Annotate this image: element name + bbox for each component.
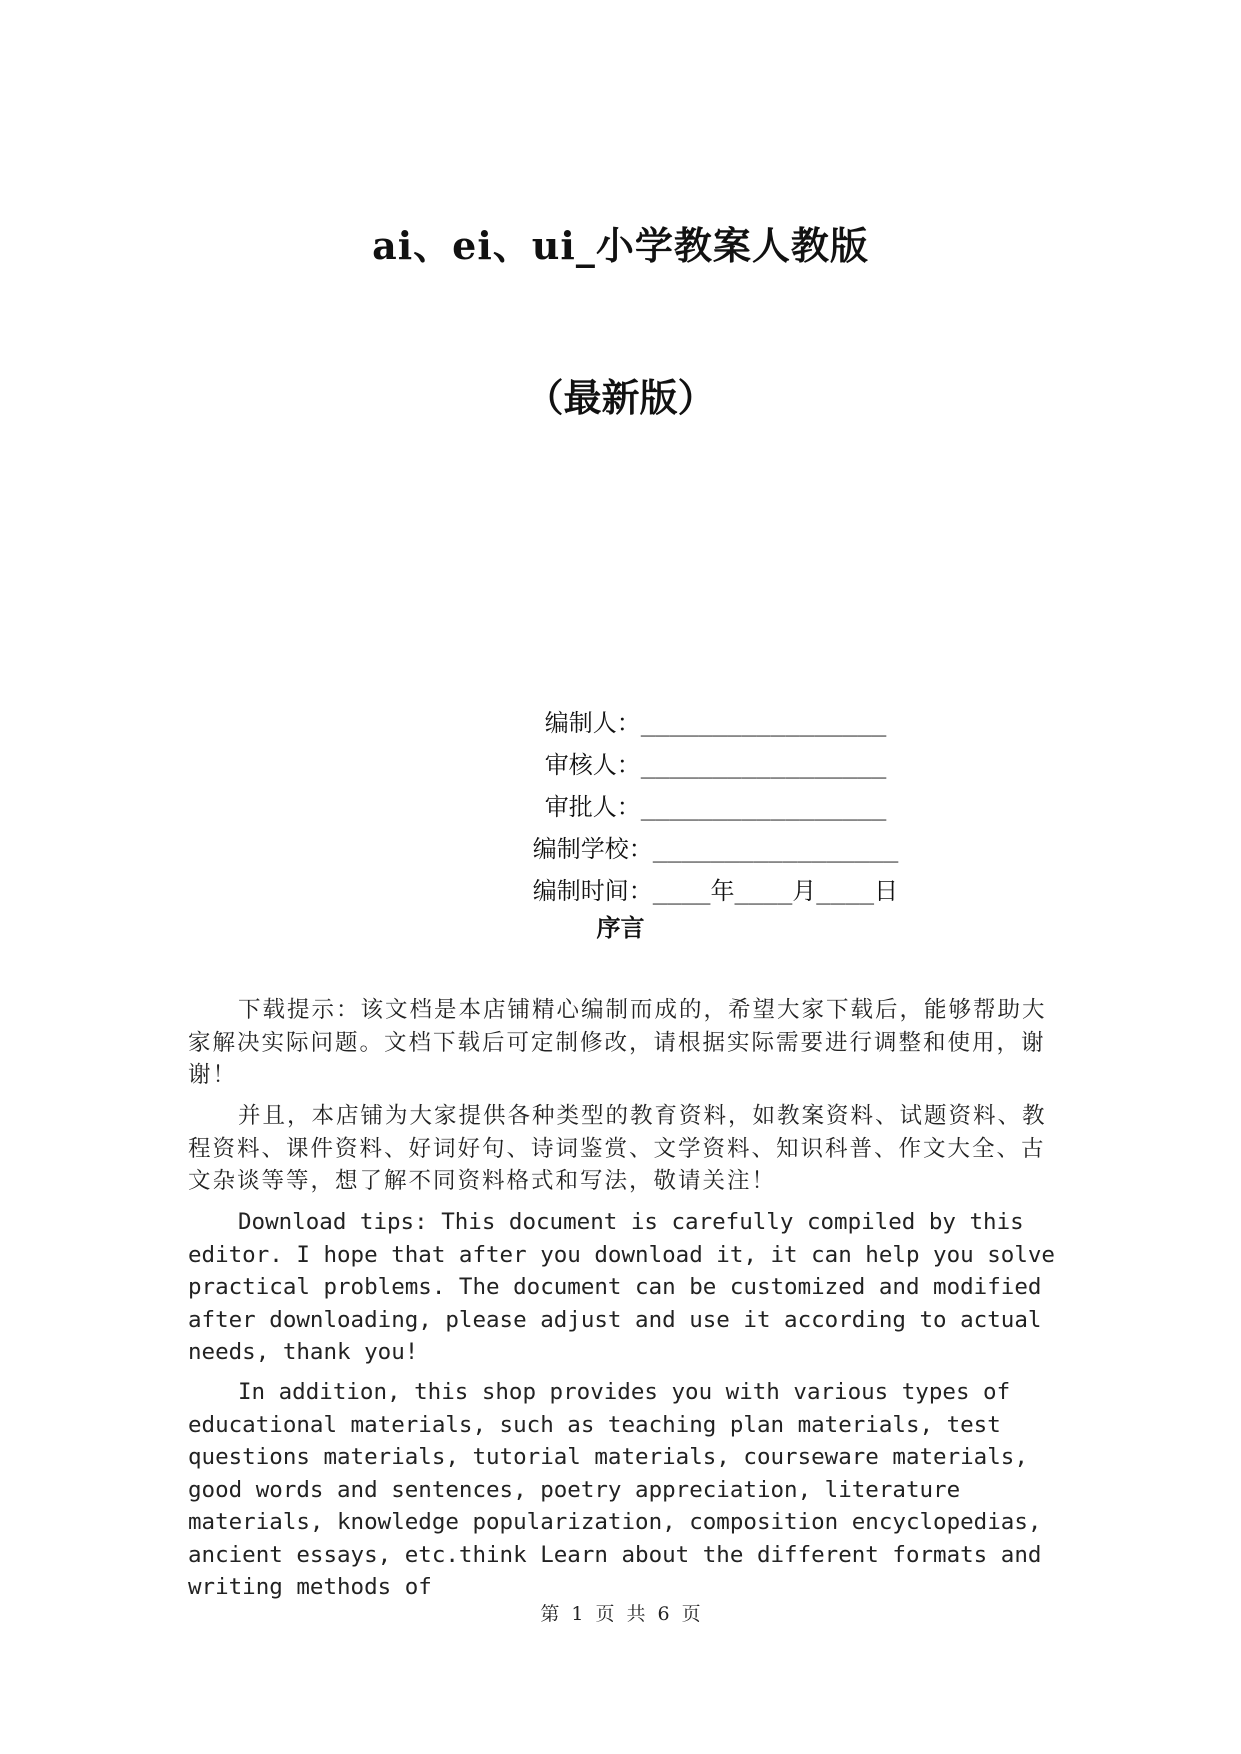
signoff-blank: _________________: [640, 709, 887, 737]
signoff-label: 审核人：: [544, 751, 641, 779]
signoff-blank: _________________: [640, 751, 887, 779]
body-paragraph: In addition, this shop provides you with various types of educational materials, such as teaching plan materials, test questions materials, tutorial materials, courseware materials, good words and sentences, poetry appreciation, literature materials, knowledge popularization, composition encyclopedias, ancient essays, etc.think Learn about the different formats and writing methods of: [188, 1379, 1042, 1600]
signoff-label: 编制时间：: [532, 877, 653, 905]
signoff-label: 审批人：: [544, 793, 641, 821]
signoff-label: 编制学校：: [532, 835, 653, 863]
signoff-row-compiler: [0, 660, 1241, 737]
signoff-blank: ____年____月____日: [652, 877, 899, 905]
page-footer: 第 1 页 共 6 页: [540, 1603, 701, 1625]
body-paragraph: 下载提示：该文档是本店铺精心编制而成的，希望大家下载后，能够帮助大家解决实际问题。文档下载后可定制修改，请根据实际需要进行调整和使用，谢谢！: [188, 997, 1047, 1088]
document-title: ai、ei、ui_小学教案人教版: [372, 223, 869, 268]
body-paragraph: Download tips: This document is carefully compiled by this editor. I hope that after you download it, it can help you solve practical problems. The document can be customized and modified after downloading, please adjust and use it according to actual needs, thank you!: [188, 1209, 1055, 1365]
preface-heading: 序言: [596, 914, 645, 942]
signoff-label: 编制人：: [544, 709, 641, 737]
body-paragraph: 并且，本店铺为大家提供各种类型的教育资料，如教案资料、试题资料、教程资料、课件资料、好词好句、诗词鉴赏、文学资料、知识科普、作文大全、古文杂谈等等，想了解不同资料格式和写法，敬请关注！: [188, 1103, 1047, 1194]
document-subtitle: （最新版）: [525, 375, 716, 420]
signoff-blank: _________________: [652, 835, 899, 863]
signoff-blank: _________________: [640, 793, 887, 821]
signoff-block: [0, 660, 1241, 905]
